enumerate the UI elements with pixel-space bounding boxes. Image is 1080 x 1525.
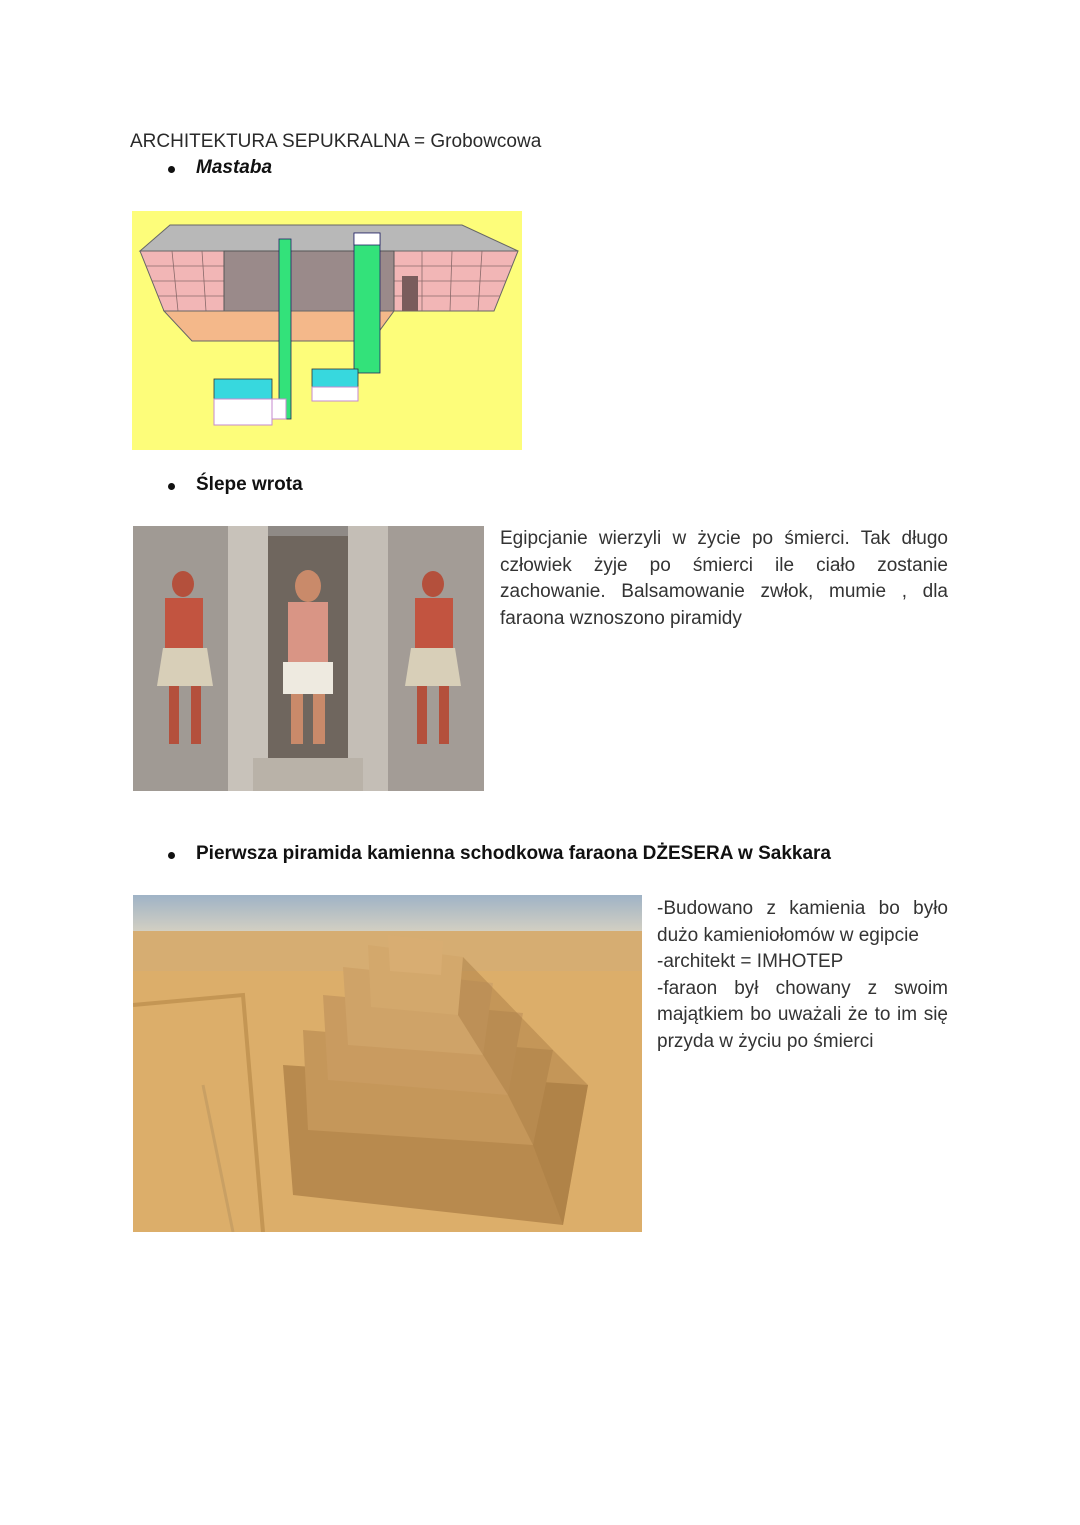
section-title-text: Pierwsza piramida kamienna schodkowa faraona DŻESERA w Sakkara xyxy=(196,843,831,864)
mastaba-diagram xyxy=(132,211,522,450)
false-door-photo xyxy=(133,526,484,791)
section-title-mastaba xyxy=(196,157,272,179)
section-title-slepe-wrota xyxy=(196,474,303,496)
false-door-description: Egipcjanie wierzyli w życie po śmierci. Tak długo człowiek żyje po śmierci ile ciało zostanie zachowanie. Balsamowanie zwłok, mumie , dla faraona wznoszono piramidy xyxy=(500,528,948,629)
section-title-text: Mastaba xyxy=(196,157,273,178)
bullet-dot xyxy=(168,483,175,490)
pyramid-notes xyxy=(657,896,948,1055)
page-heading: ARCHITEKTURA SEPUKRALNA = Grobowcowa xyxy=(130,131,542,152)
note-line: -Budowano z kamienia bo było dużo kamieniołomów w egipcie xyxy=(657,898,948,946)
bullet-dot xyxy=(168,852,175,859)
section-title-text: Ślepe wrota xyxy=(196,474,303,495)
bullet-dot xyxy=(168,166,175,173)
note-line: -architekt = IMHOTEP xyxy=(657,951,844,972)
note-line: -faraon był chowany z swoim majątkiem bo uważali że to im się przyda w życiu po śmierci xyxy=(657,977,948,1052)
step-pyramid-photo xyxy=(133,895,642,1232)
section-title-pyramid xyxy=(196,843,831,865)
